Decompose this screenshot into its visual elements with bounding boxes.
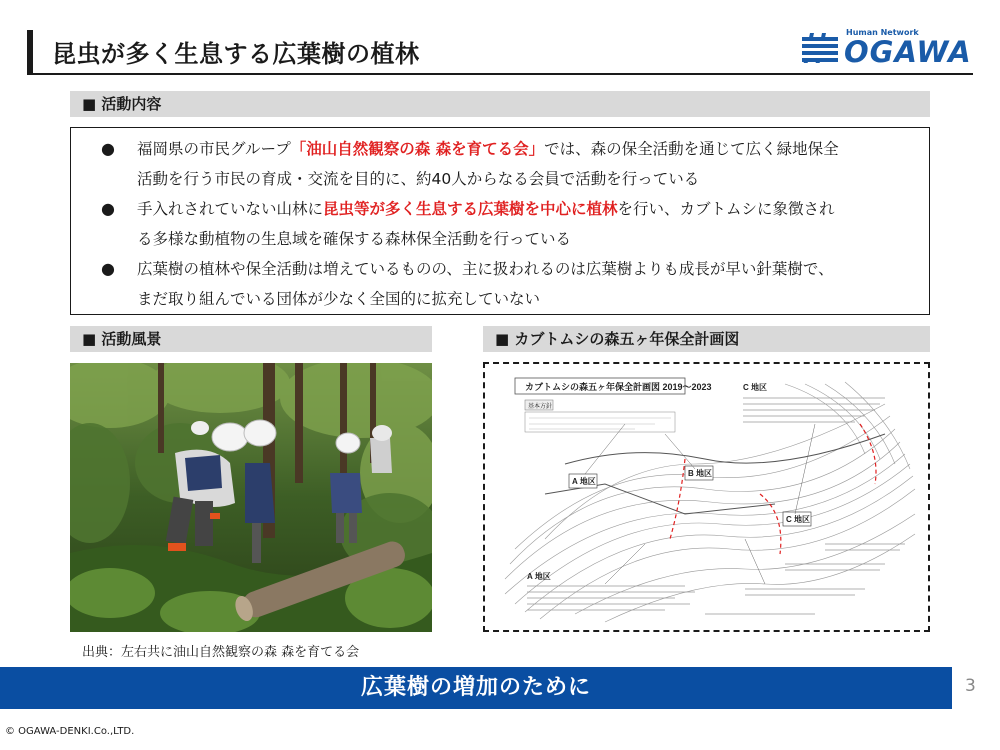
bullet-text-after: では、森の保全活動を通じて広く緑地保全 <box>544 140 839 158</box>
bullet-marker: ● <box>101 199 115 218</box>
logo-tagline: Human Network <box>846 28 919 37</box>
zone-b-label: B 地区 <box>688 469 712 478</box>
zone-c-label: C 地区 <box>786 515 810 524</box>
bullet-item-continued: まだ取り組んでいる団体が少なく全国的に拡充していない <box>137 290 541 308</box>
section-heading-activity: ■ 活動内容 <box>70 91 930 117</box>
plan-map-box-label: 基本方針 <box>528 404 553 410</box>
bullet-text-before: 広葉樹の植林や保全活動は増えているものの、主に扱われるのは広葉樹よりも成長が早い針葉樹で、 <box>137 260 834 278</box>
bullet-text-before: 手入れされていない山林に <box>137 200 324 218</box>
bullet-highlight: 昆虫等が多く生息する広葉樹を中心に植林 <box>323 200 618 218</box>
zone-c-heading: C 地区 <box>743 383 767 392</box>
bullet-item <box>137 254 897 284</box>
section-heading-plan: ■ カブトムシの森五ヶ年保全計画図 <box>483 326 930 352</box>
page-title: 昆虫が多く生息する広葉樹の植林 <box>52 40 420 68</box>
conservation-plan-map <box>483 362 930 632</box>
logo-mark-icon <box>800 33 840 63</box>
bullet-item-continued: る多様な動植物の生息域を確保する森林保全活動を行っている <box>137 230 572 248</box>
zone-a-heading: A 地区 <box>527 572 551 581</box>
bullet-item <box>137 134 897 164</box>
forest-planting-photo <box>70 363 432 632</box>
title-accent-bar <box>27 30 33 74</box>
logo-wordmark: OGAWA <box>844 35 972 69</box>
bullet-text-after: を行い、カブトムシに象徴され <box>617 200 835 218</box>
bullet-marker: ● <box>101 139 115 158</box>
company-logo <box>800 28 975 68</box>
summary-banner: 広葉樹の増加のために <box>0 667 952 709</box>
bullet-item <box>137 194 897 224</box>
activity-content-box <box>70 127 930 315</box>
page-number: 3 <box>965 676 976 696</box>
bullet-marker: ● <box>101 259 115 278</box>
plan-map-drawing <box>485 364 928 630</box>
source-citation: 出典：左右共に油山自然観察の森 森を育てる会 <box>82 645 360 660</box>
activity-photo <box>70 363 432 632</box>
zone-a-label: A 地区 <box>572 477 596 486</box>
copyright-notice: © OGAWA-DENKI.Co.,LTD. <box>5 726 135 737</box>
bullet-text-before: 福岡県の市民グループ <box>137 140 291 158</box>
bullet-highlight: 「油山自然観察の森 森を育てる会」 <box>290 140 545 158</box>
title-underline <box>27 73 973 75</box>
plan-map-title: カブトムシの森五ヶ年保全計画図 2019〜2023 <box>525 382 712 392</box>
section-heading-scene: ■ 活動風景 <box>70 326 432 352</box>
bullet-item-continued: 活動を行う市民の育成・交流を目的に、約40人からなる会員で活動を行っている <box>137 170 700 188</box>
